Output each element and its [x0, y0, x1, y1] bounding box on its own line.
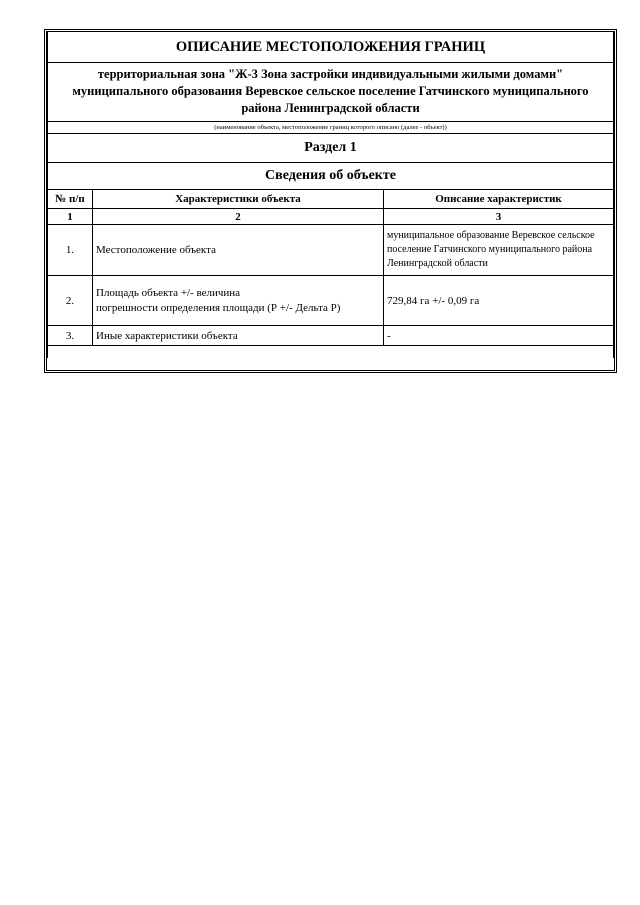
empty-row [48, 346, 614, 359]
document-title: ОПИСАНИЕ МЕСТОПОЛОЖЕНИЯ ГРАНИЦ [48, 32, 614, 63]
row-description: - [384, 326, 614, 346]
object-name-line-2: муниципального образования Веревское сельское поселение Гатчинского муниципального [72, 84, 589, 98]
row-description: 729,84 га +/- 0,09 га [384, 276, 614, 326]
header-characteristic: Характеристики объекта [93, 190, 384, 209]
empty-cell [48, 346, 614, 359]
column-number-3: 3 [384, 209, 614, 225]
column-number-2: 2 [93, 209, 384, 225]
row-characteristic: Иные характеристики объекта [93, 326, 384, 346]
section-title: Сведения об объекте [48, 163, 614, 190]
object-name-line-1: территориальная зона "Ж-3 Зона застройки индивидуальными жилыми домами" [97, 67, 564, 81]
object-name-line-3: района Ленинградской области [241, 101, 420, 115]
header-description: Описание характеристик [384, 190, 614, 209]
row-characteristic-line-2: погрешности определения площади (Р +/- Дельта Р) [96, 301, 341, 314]
object-name [48, 63, 614, 122]
column-number-1: 1 [48, 209, 93, 225]
row-characteristic-line-1: Площадь объекта +/- величина [96, 286, 241, 299]
boundary-description-table [47, 32, 614, 358]
row-number: 1. [48, 225, 93, 276]
row-description-line-3: Ленинградской области [387, 258, 488, 269]
table-row [48, 225, 614, 276]
row-number: 3. [48, 326, 93, 346]
table-row [48, 276, 614, 326]
object-name-caption: (наименование объекта, местоположение границ которого описано (далее - объект)) [48, 122, 614, 134]
row-characteristic: Местоположение объекта [93, 225, 384, 276]
row-description [384, 225, 614, 276]
row-description-line-1: муниципальное образование Веревское сельское [387, 230, 595, 241]
row-characteristic [93, 276, 384, 326]
header-number: № п/п [48, 190, 93, 209]
row-number: 2. [48, 276, 93, 326]
section-number: Раздел 1 [48, 134, 614, 163]
row-description-line-2: поселение Гатчинского муниципального района [387, 244, 593, 255]
document-frame [44, 29, 617, 373]
table-row [48, 326, 614, 346]
